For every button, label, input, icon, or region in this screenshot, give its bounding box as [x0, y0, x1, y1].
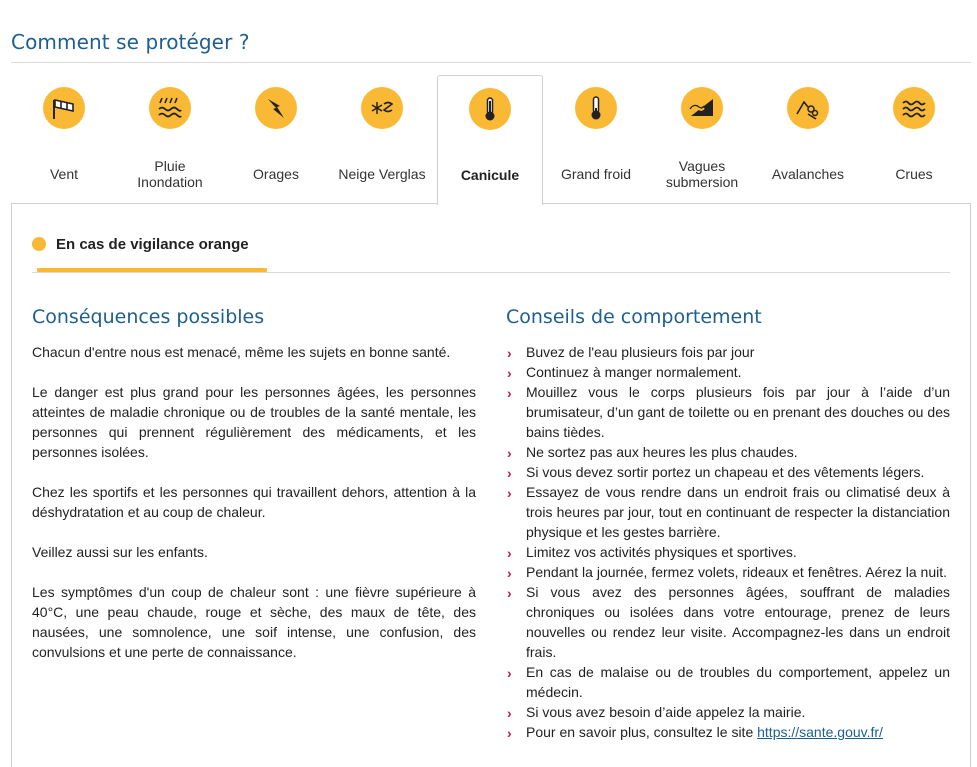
chevron-right-icon: ›	[507, 385, 512, 401]
tab-canicule[interactable]	[437, 75, 543, 205]
advice-text: Buvez de l'eau plusieurs fois par jour	[526, 344, 755, 360]
advice-text: Continuez à manger normalement.	[526, 364, 742, 380]
hazard-tabs	[11, 75, 971, 203]
thermometer-cold-icon	[575, 87, 617, 129]
advice-text: En cas de malaise ou de troubles du comportement, appelez un médecin.	[526, 664, 950, 700]
chevron-right-icon: ›	[507, 465, 512, 481]
chevron-right-icon: ›	[507, 565, 512, 581]
chevron-right-icon: ›	[507, 585, 512, 601]
advice-item	[506, 442, 950, 462]
river-flood-icon	[893, 87, 935, 129]
advice-item	[506, 362, 950, 382]
advice-text: Si vous devez sortir portez un chapeau et des vêtements légers.	[526, 464, 925, 480]
tab-label: Crues	[895, 166, 933, 182]
advice-item	[506, 562, 950, 582]
tab-avalanches[interactable]	[755, 75, 861, 203]
advice-text: Mouillez vous le corps plusieurs fois par jour à l’aide d’un brumisateur, d’un gant de toilette ou en prenant des douches ou des bains tièdes.	[526, 384, 950, 440]
tab-orages[interactable]	[223, 75, 329, 203]
tab-label: Vent	[49, 166, 79, 182]
advice-item	[506, 542, 950, 562]
tab-label: Vagues submersion	[665, 158, 739, 190]
lightning-icon	[255, 87, 297, 129]
avalanche-icon	[787, 87, 829, 129]
level-divider	[32, 272, 950, 273]
advice-section	[506, 304, 950, 742]
vigilance-level-label: En cas de vigilance orange	[56, 235, 249, 253]
consequence-paragraph: Chez les sportifs et les personnes qui travaillent dehors, attention à la déshydratation et au coup de chaleur.	[32, 484, 476, 520]
advice-item	[506, 662, 950, 702]
advice-list	[506, 342, 950, 742]
advice-text: Pendant la journée, fermez volets, rideaux et fenêtres. Aérez la nuit.	[526, 564, 948, 580]
chevron-right-icon: ›	[507, 365, 512, 381]
advice-item	[506, 702, 950, 722]
vigilance-level-tab[interactable]	[32, 234, 249, 254]
consequence-paragraph: Les symptômes d'un coup de chaleur sont : une fièvre supérieure à 40°C, une peau chaude, rouge et sèche, des maux de tête, des nausées, une somnolence, une soif intense, une confusion, des convulsions et une perte de connaissance.	[32, 584, 476, 660]
tab-label: Avalanches	[771, 166, 845, 182]
page-title: Comment se protéger ?	[11, 30, 250, 54]
advice-item	[506, 462, 950, 482]
sante-gouv-link[interactable]: https://sante.gouv.fr/	[757, 724, 883, 740]
wave-submersion-icon	[681, 87, 723, 129]
advice-text: Pour en savoir plus, consultez le site	[526, 724, 758, 740]
chevron-right-icon: ›	[507, 665, 512, 681]
consequences-heading: Conséquences possibles	[32, 306, 265, 328]
chevron-right-icon: ›	[507, 345, 512, 361]
advice-text: Ne sortez pas aux heures les plus chaudes.	[526, 444, 798, 460]
thermometer-hot-icon	[469, 88, 511, 130]
chevron-right-icon: ›	[507, 545, 512, 561]
windsock-icon	[43, 87, 85, 129]
advice-text: Limitez vos activités physiques et sportives.	[526, 544, 797, 560]
snow-ice-icon	[361, 87, 403, 129]
tab-crues[interactable]	[861, 75, 967, 203]
tab-pluie-inondation[interactable]	[117, 75, 223, 203]
chevron-right-icon: ›	[507, 445, 512, 461]
consequence-paragraph: Chacun d'entre nous est menacé, même les sujets en bonne santé.	[32, 344, 451, 360]
tab-label: Neige Verglas	[338, 166, 426, 182]
consequence-paragraph: Veillez aussi sur les enfants.	[32, 544, 208, 560]
title-divider	[11, 62, 971, 63]
tab-label: Grand froid	[560, 166, 632, 182]
advice-item	[506, 722, 950, 742]
tab-neige-verglas[interactable]	[329, 75, 435, 203]
advice-text: Essayez de vous rendre dans un endroit frais ou climatisé deux à trois heures par jour, tout en continuant de respecter la distanciation physique et les gestes barrière.	[526, 484, 950, 540]
orange-dot-icon	[32, 237, 46, 251]
tab-label: Orages	[253, 166, 299, 182]
tab-vent[interactable]	[11, 75, 117, 203]
tab-label: Canicule	[460, 167, 520, 183]
chevron-right-icon: ›	[507, 725, 512, 741]
advice-item	[506, 582, 950, 662]
tab-grand-froid[interactable]	[543, 75, 649, 203]
advice-item	[506, 382, 950, 442]
consequence-paragraph: Le danger est plus grand pour les personnes âgées, les personnes atteintes de maladie chronique ou de troubles de la santé mentale, les personnes qui prennent régulièrement des médicaments, et les personnes isolées.	[32, 384, 476, 460]
advice-text: Si vous avez des personnes âgées, souffrant de maladies chroniques ou isolées dans votre entourage, prenez de leurs nouvelles ou rendez leur visite. Accompagnez-les dans un endroit frais.	[526, 584, 950, 660]
advice-text: Si vous avez besoin d’aide appelez la mairie.	[526, 704, 806, 720]
advice-item	[506, 342, 950, 362]
flood-icon	[149, 87, 191, 129]
advice-heading: Conseils de comportement	[506, 306, 762, 328]
advice-item	[506, 482, 950, 542]
chevron-right-icon: ›	[507, 485, 512, 501]
chevron-right-icon: ›	[507, 705, 512, 721]
consequences-section	[32, 304, 476, 682]
tab-label: Pluie Inondation	[137, 158, 203, 190]
tab-vagues-submersion[interactable]	[649, 75, 755, 203]
